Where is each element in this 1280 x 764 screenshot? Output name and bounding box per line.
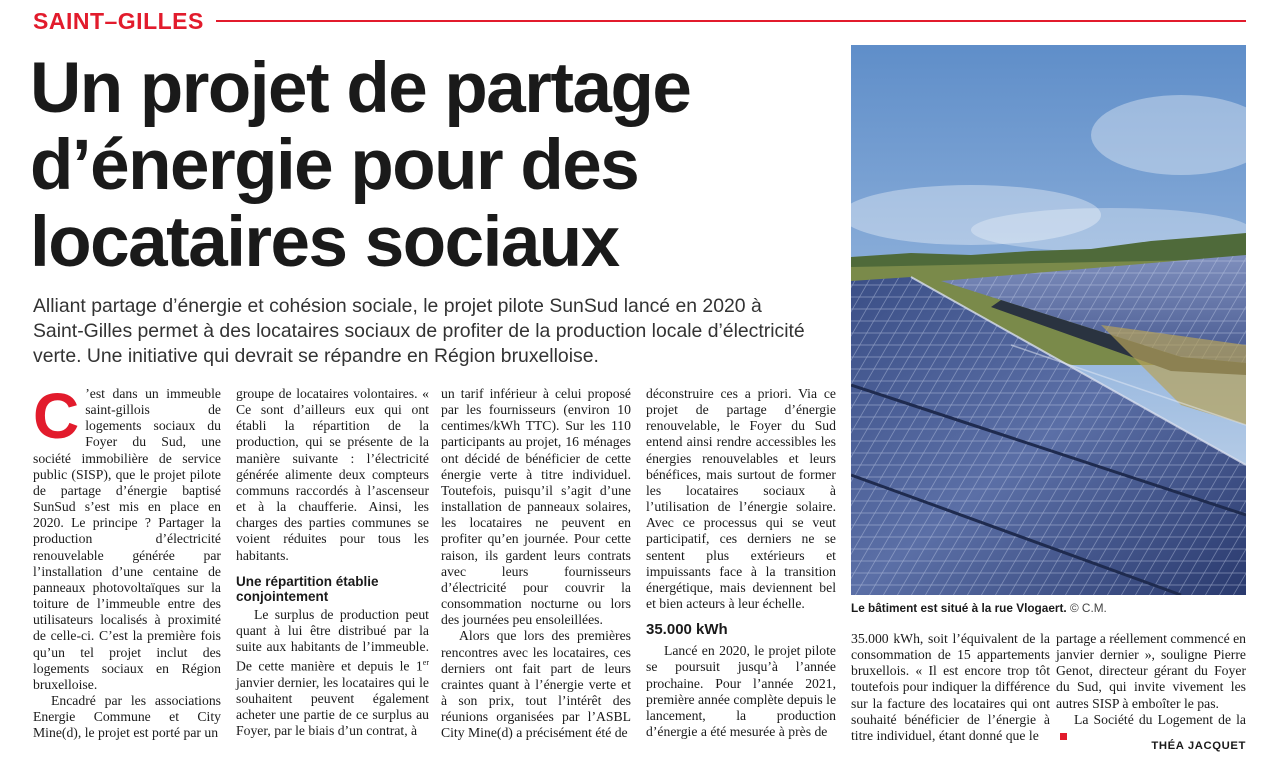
section-rubric bbox=[33, 6, 1246, 36]
rubric-label: SAINT–GILLES bbox=[33, 7, 204, 34]
paragraph-4-text: Alors que lors des premières rencontres avec les locataires, ces derniers ont fait part de leurs craintes quant à l’énergie verte et à son prix, tout l’intérêt des réunions organisées par l’ASBL City Mine(d) a précisément été de bbox=[441, 628, 631, 741]
solar-panels-illustration bbox=[851, 45, 1246, 595]
paragraph-2-text: Encadré par les associations Energie Commune et City Mine(d), le projet est porté par un bbox=[33, 692, 221, 741]
column-1 bbox=[33, 380, 221, 741]
paragraph-3-text-a: Le surplus de production peut quant à lui être distribué par la suite aux habitants de l’immeuble. De cette manière et depuis le 1 bbox=[236, 606, 429, 674]
drop-cap: C bbox=[33, 380, 80, 452]
paragraph-2 bbox=[33, 693, 221, 741]
paragraph-3-text: un tarif inférieur à celui proposé par les fournisseurs (environ 10 centimes/kWh TTC). Sur les 110 participants au projet, 16 ménages ont décidé de bénéficier de cette énergie verte à titre individuel. Toutefois, puisqu’il s’agit d’une installation de panneaux solaires, les locataires ne peuvent en profiter qu’en journée. Pour cette raison, ils gardent leurs contrats avec leurs fournisseurs d’électricité pour couvrir la consommation nocturne ou lors des journées peu ensoleillées. bbox=[441, 386, 631, 628]
solar-panels-photo bbox=[851, 45, 1246, 595]
paragraph-2-continued bbox=[236, 386, 429, 564]
paragraph-4-continued bbox=[646, 386, 836, 612]
byline: THÉA JACQUET bbox=[1151, 740, 1246, 752]
rubric-rule bbox=[216, 20, 1246, 22]
paragraph-2-text: groupe de locataires volontaires. « Ce sont d’ailleurs eux qui ont établi la répartition de la production, qui se présente de la manière suivante : l’électricité générée alimente deux compteurs communs raccordés à l’ascenseur et à la chaufferie. Ainsi, les charges des parties communes se voient réduites pour tous les habitants. bbox=[236, 386, 429, 563]
paragraph-1-text: ’est dans un immeuble saint-gillois de logements sociaux du Foyer du Sud, une société immobilière de service public (SISP), que le projet pilote de partage d’énergie baptisé SunSud s’est mis en place en 2020. Le principe ? Partager la production d’électricité renouvelable générée par l’installation d’une centaine de panneaux photovoltaïques sur la toiture de l’immeuble entre des utilisateurs localisés à proximité de celle-ci. C’est la première fois qu’un tel projet inclut des logements sociaux en Région bruxelloise. bbox=[33, 386, 221, 692]
subhead-kwh: 35.000 kWh bbox=[646, 621, 728, 639]
column-3 bbox=[441, 386, 631, 741]
paragraph-3-continued bbox=[441, 386, 631, 628]
lead-paragraph: Alliant partage d’énergie et cohésion sociale, le projet pilote SunSud lancé en 2020 à Saint-Gilles permet à des locataires sociaux de profiter de la production locale d’électricité verte. Une initiative qui devrait se répandre en Région bruxelloise. bbox=[33, 295, 805, 367]
column-6 bbox=[1056, 631, 1246, 744]
subhead-repartition: Une répartition établie conjointement bbox=[236, 573, 379, 604]
column-5 bbox=[851, 631, 1050, 744]
paragraph-5-continued bbox=[1056, 631, 1246, 712]
paragraph-5-continued bbox=[851, 631, 1050, 744]
ordinal-superscript: er bbox=[422, 658, 429, 668]
column-4 bbox=[646, 386, 836, 740]
paragraph-5-text: partage a réellement commencé en janvier dernier », souligne Pierre Genot, directeur gérant du Foyer du Sud, qui invite vivement les autres SISP à emboîter le pas. bbox=[1056, 631, 1246, 711]
end-of-article-square-icon bbox=[1060, 733, 1067, 740]
paragraph-6-text: La Société du Logement de la bbox=[1074, 711, 1246, 727]
paragraph-4-text: déconstruire ces a priori. Via ce projet de partage d’énergie renouvelable, le Foyer du Sud entend ainsi rendre accessibles les énergies renouvelables et leurs bénéfices, mais surtout de former les locataires sociaux à l’utilisation de l’énergie solaire. Avec ce processus qui se veut participatif, ces derniers ne se sentent plus extérieurs et impuissants face à la transition énergétique, mais deviennent bel et bien acteurs à leur échelle. bbox=[646, 386, 836, 612]
paragraph-4 bbox=[441, 628, 631, 741]
caption-text: Le bâtiment est situé à la rue Vlogaert. bbox=[851, 601, 1067, 615]
paragraph-3 bbox=[236, 607, 429, 740]
photo-caption bbox=[851, 601, 1246, 615]
paragraph-1 bbox=[33, 380, 221, 693]
column-2 bbox=[236, 386, 429, 740]
paragraph-3-text-b: janvier dernier, les locataires qui le souhaitent peuvent également acheter une partie de ce surplus au Foyer, par le biais d’un contrat, à bbox=[236, 674, 429, 739]
photo-credit: © C.M. bbox=[1066, 601, 1107, 615]
paragraph-5-text: 35.000 kWh, soit l’équivalent de la consommation de 15 appartements bruxellois. « Il est encore trop tôt toutefois pour indiquer la différence sur la facture des locataires qui ont souhaité bénéficier de l’énergie à titre individuel, étant donné que le bbox=[851, 631, 1050, 743]
paragraph-5-text: Lancé en 2020, le projet pilote se poursuit jusqu’à l’année prochaine. Pour l’année 2021, première année complète depuis le lancement, la production d’énergie a été mesurée à près de bbox=[646, 643, 837, 739]
paragraph-5 bbox=[646, 643, 836, 740]
headline: Un projet de partage d’énergie pour des locataires sociaux bbox=[30, 49, 691, 282]
